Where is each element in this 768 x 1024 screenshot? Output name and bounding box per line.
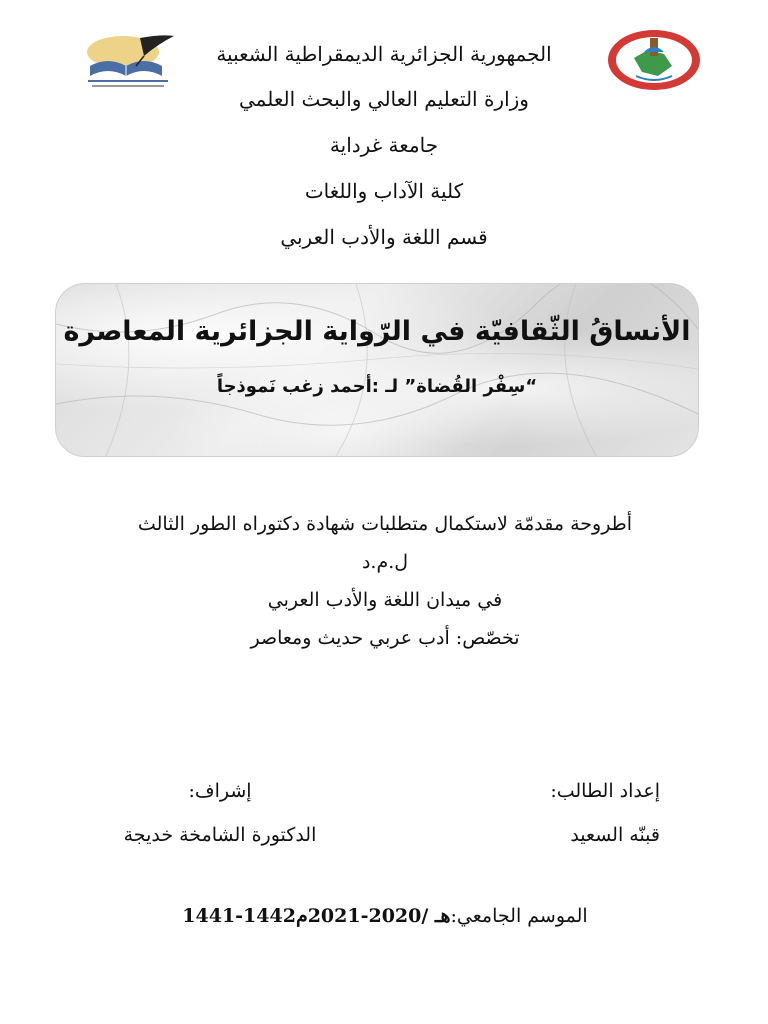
season-value: 1441-1442هـ /2020-2021م <box>182 905 451 927</box>
university-seal-logo <box>606 28 702 92</box>
thesis-title: الأنساقُ الثّقافيّة في الرّواية الجزائرية المعاصرة <box>63 316 691 347</box>
institution-header <box>180 42 588 271</box>
thesis-subtitle: “سِفْر القُضاة” لـ :أحمد زغب نَموذجاً <box>216 376 538 397</box>
marble-texture <box>56 284 698 456</box>
supervisor-name: الدكتورة الشامخة خديجة <box>123 824 317 846</box>
season-label: الموسم الجامعي: <box>450 905 588 927</box>
university-name: جامعة غرداية <box>329 133 439 157</box>
department-name: قسم اللغة والأدب العربي <box>280 225 488 249</box>
student-name: قبنّه السعيد <box>570 824 660 846</box>
country-name: الجمهورية الجزائرية الديمقراطية الشعبية <box>216 42 552 66</box>
student-label: إعداد الطالب: <box>550 780 660 802</box>
faculty-name: كلية الآداب واللغات <box>304 179 464 203</box>
credits <box>90 780 660 868</box>
field: في ميدان اللغة والأدب العربي <box>267 589 503 611</box>
title-banner <box>55 283 699 457</box>
academic-season <box>90 905 680 927</box>
ministry-name: وزارة التعليم العالي والبحث العلمي <box>239 87 529 111</box>
supervisor-label: إشراف: <box>188 780 252 802</box>
book-quill-logo <box>78 30 178 94</box>
thesis-description <box>90 512 680 664</box>
specialty: تخصّص: أدب عربي حديث ومعاصر <box>250 627 520 649</box>
degree-system: ل.م.د <box>361 551 409 573</box>
thesis-purpose: أطروحة مقدمّة لاستكمال متطلبات شهادة دكتوراه الطور الثالث <box>137 513 633 535</box>
